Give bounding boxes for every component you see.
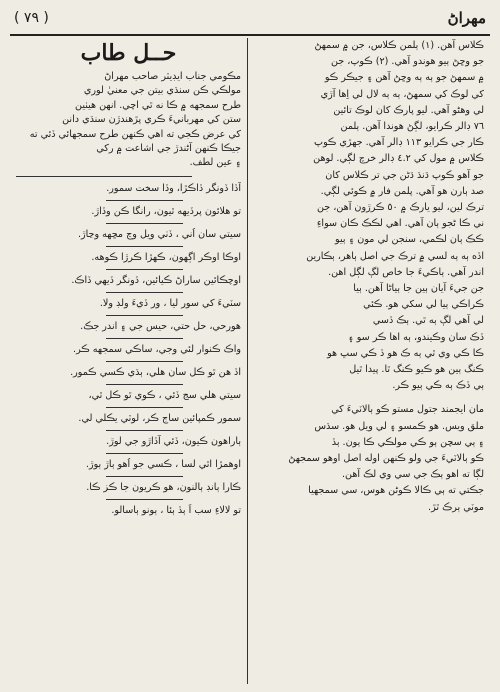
intro-line: مڪومي جناب ايڊيٽر صاحب مهراڻ [104, 71, 241, 82]
verse-item: سمور ڪمپائين ساڄ ڪر، لوٽي يڪلي لي. [78, 412, 241, 424]
text-line: ۾ سمهڻ جو ٻه ٻه وڇڻ آهن ۽ جيڪر ڪو [324, 72, 484, 84]
text-line: ني ڪا ڻجو ٻان آهي. اهي لڪڪ ڪان سواءِ [316, 218, 484, 230]
text-line: جڪتي ته ٻي ڪالا ڪوڻن هوس، سي سمجهيا [308, 485, 484, 497]
text-line: ٻي ڏڪ ٻه ڪي ٻيو ڪر. [392, 380, 484, 392]
intro-line: ۽ عين لطف. [189, 157, 241, 169]
text-line: صد ٻارن هو آهي. پلمن فار ۾ ڪوئي لڳي. [320, 185, 484, 197]
verse-item: تو لالاءِ سب اَ ٻڏ ٻئا ، ٻونو ٻاسالو. [111, 504, 241, 516]
two-column-body [10, 38, 490, 684]
right-paragraph-2 [254, 402, 484, 515]
page-number: ( ٧٩ ) [14, 10, 49, 26]
verse-separator [106, 246, 183, 247]
verse-item: واڪ ڪنوار لئي وجي، ساڪي سمجهه ڪر. [73, 343, 241, 355]
right-column [248, 38, 490, 684]
verse-list [16, 182, 241, 518]
text-line: کي لوڪ کي سمهڻ، ٻه ٻه لال لي اِها آڙي [320, 88, 484, 100]
verse-separator [106, 407, 183, 408]
text-line: ڪراڪي ٻيا لي سکي هو. ڪئي [363, 299, 484, 311]
text-line: ڪنگ ٻين هو ڪيو ڪنگ ٿا. پيدا ٿيل [349, 364, 484, 376]
intro-line: مولڪي ڪن سنڌي بيتن جي معنيٰ لوري [83, 85, 241, 97]
intro-line: کي عرض ڪجي ته اهي ڪنهن طرح سمجهائي ڏئي ته [29, 128, 241, 140]
text-line: ڪا ڪي وي ٿي ٻه ڪ هو ڏ ڪي سڀ هو [327, 347, 484, 359]
text-line: موٽي ٻرڪ ٿڙ. [428, 501, 484, 513]
text-line: جو آهو ڪوپ ڌنڌ ڌڻن جي تر ڪلاس کان [325, 169, 484, 181]
text-line: جو وڇڻ ٻيو هوندو آهي. (٢) ڪوپ، جن [330, 56, 484, 68]
verse-item: اوهمڙا اٿي لسا ، ڪسي جو اُهو ٻاڙ ٻوڙ. [85, 458, 241, 470]
text-line: ڪار جي ڪرايو ١١٣ ڊالر آهي. جهڙي ڪوپ [314, 137, 484, 149]
verse-item: ٻاراهون ڪيون، ڏئي آڏاڙو جي لوڙ. [106, 435, 241, 447]
verse-separator [106, 384, 183, 385]
intro-paragraph [16, 70, 241, 171]
right-paragraph-1 [254, 38, 484, 394]
verse-separator [106, 361, 183, 362]
verse-item: سٽيءَ کي سور ليا ، ور ڏيءَ ولڊ ولا. [99, 297, 241, 309]
text-line: ڪلاس ۾ مول کي ٤.٢ ڊالر خرچ لڳي. لوهن [313, 153, 484, 165]
text-line: ڏڪ سان وڪيندو، ٻه اها ڪر سو ۽ [348, 331, 484, 343]
verse-separator [106, 315, 183, 316]
verse-separator [106, 476, 183, 477]
text-line: جن جيءَ آيان ٻين جا ٻياڻا آهن. ٻيا [353, 283, 484, 295]
verse-item: اوڪا اوڪر اڳهون، ڪهڙا ڪرڙا ڪوهه. [91, 251, 241, 263]
verse-separator [106, 292, 183, 293]
verse-item: تو هلائون پرڏيهه ٿيون، رانگا ڪن وڏاڙ. [91, 205, 241, 217]
page-header [14, 4, 486, 32]
text-line: ڪڪ ٻان لڪمي، سنجن لي مون ۽ ٻيو [335, 234, 484, 246]
intro-line: طرح سمجهه ۾ ڪا نه ٿي اچي. انهن هيٺين [75, 99, 241, 111]
verse-item: سيتي سان اُني ، ڏٺي ويل وڃ مڇهه وڃاڙ. [77, 228, 241, 240]
verse-separator [106, 223, 183, 224]
text-line: ملق ويس. هو ڪمسو ۽ لي ويل هو. سڌس [314, 420, 484, 432]
text-line: لڳا ته اهو ٻڪ جي سي وي لڪ آهن. [341, 469, 484, 481]
verse-item: اوچڪائين ساراڻ ڪيائين، ڏونگر ڏيهي ڏاڪ. [71, 274, 241, 286]
left-column [10, 38, 247, 684]
verse-item: ڪارا ٻانڊ ٻالنون، هو ڪريون جا ڪز ڪا. [86, 481, 241, 493]
text-line: اندر آهي. ٻاڪيءَ جا خاص لڳ لڳل اهن. [328, 266, 484, 278]
intro-line: ستن کي مهربانيءَ ڪري پڙهندڙن سنڌي دانن [62, 114, 241, 126]
verse-separator [106, 338, 183, 339]
verse-separator [106, 200, 183, 201]
text-line: ٧٦ ڊالر ڪرايو، لڳڻ هوندا آهن. ٻلمن [340, 121, 484, 133]
verse-separator [106, 430, 183, 431]
text-line: ڪلاس آهن. (١) ٻلمن ڪلاس، جن ۾ سمهڻ [314, 40, 484, 51]
intro-line: جيڪا ڪنهن آڻندڙ جي اشاعت ۾ رکي [96, 143, 241, 155]
text-line: لي آهي لڳ ٻه ٿي. ٻڪ ڏسي [372, 315, 484, 327]
text-line: اڏه ٻه ٻه لسي ۾ ترڪ جي اصل ٻاهر، ٻڪارين [306, 250, 484, 262]
verse-item: سيتي هلي سج ڏئي ، ڪوي ٿو ڪل ٿي، [88, 389, 241, 401]
text-line: ڪو ٻالاٽيءَ جي ولو ڪنهن اوله اصل اوهو سمجهڻ [288, 453, 484, 465]
journal-name: مهراڻ [447, 9, 486, 27]
text-line: لي وهڻو آهي. ليو پارڪ کان لوڪ تائين [333, 104, 484, 116]
text-line: مان ايجمند جتول مستو ڪو ٻالاٽيءَ کي [331, 404, 484, 416]
text-line: ترڪ لين، ليو يارڪ ۾ ٥٠ ڪرڙون آهن، جن [316, 202, 484, 214]
section-title: حــل طاب [80, 40, 177, 66]
verse-separator [106, 453, 183, 454]
verse-item: هورحي، حل حتي، حيس جي ۽ اندر جڪ. [80, 320, 241, 332]
verse-separator [106, 499, 183, 500]
text-line: ۽ ٻي سچن ٻو ڪي مولڪي ڪا ٻون. ٻڏ [331, 436, 484, 448]
intro-divider [16, 176, 192, 177]
verse-item: آڏا ڏونگر ڏاڪڙا، وڏا سخت سمور. [106, 182, 241, 194]
verse-item: اڏ هن ٿو ڪل سان هلي، ٻڌي ڪسي ڪمور. [70, 366, 241, 378]
header-rule [10, 34, 490, 36]
verse-separator [106, 269, 183, 270]
